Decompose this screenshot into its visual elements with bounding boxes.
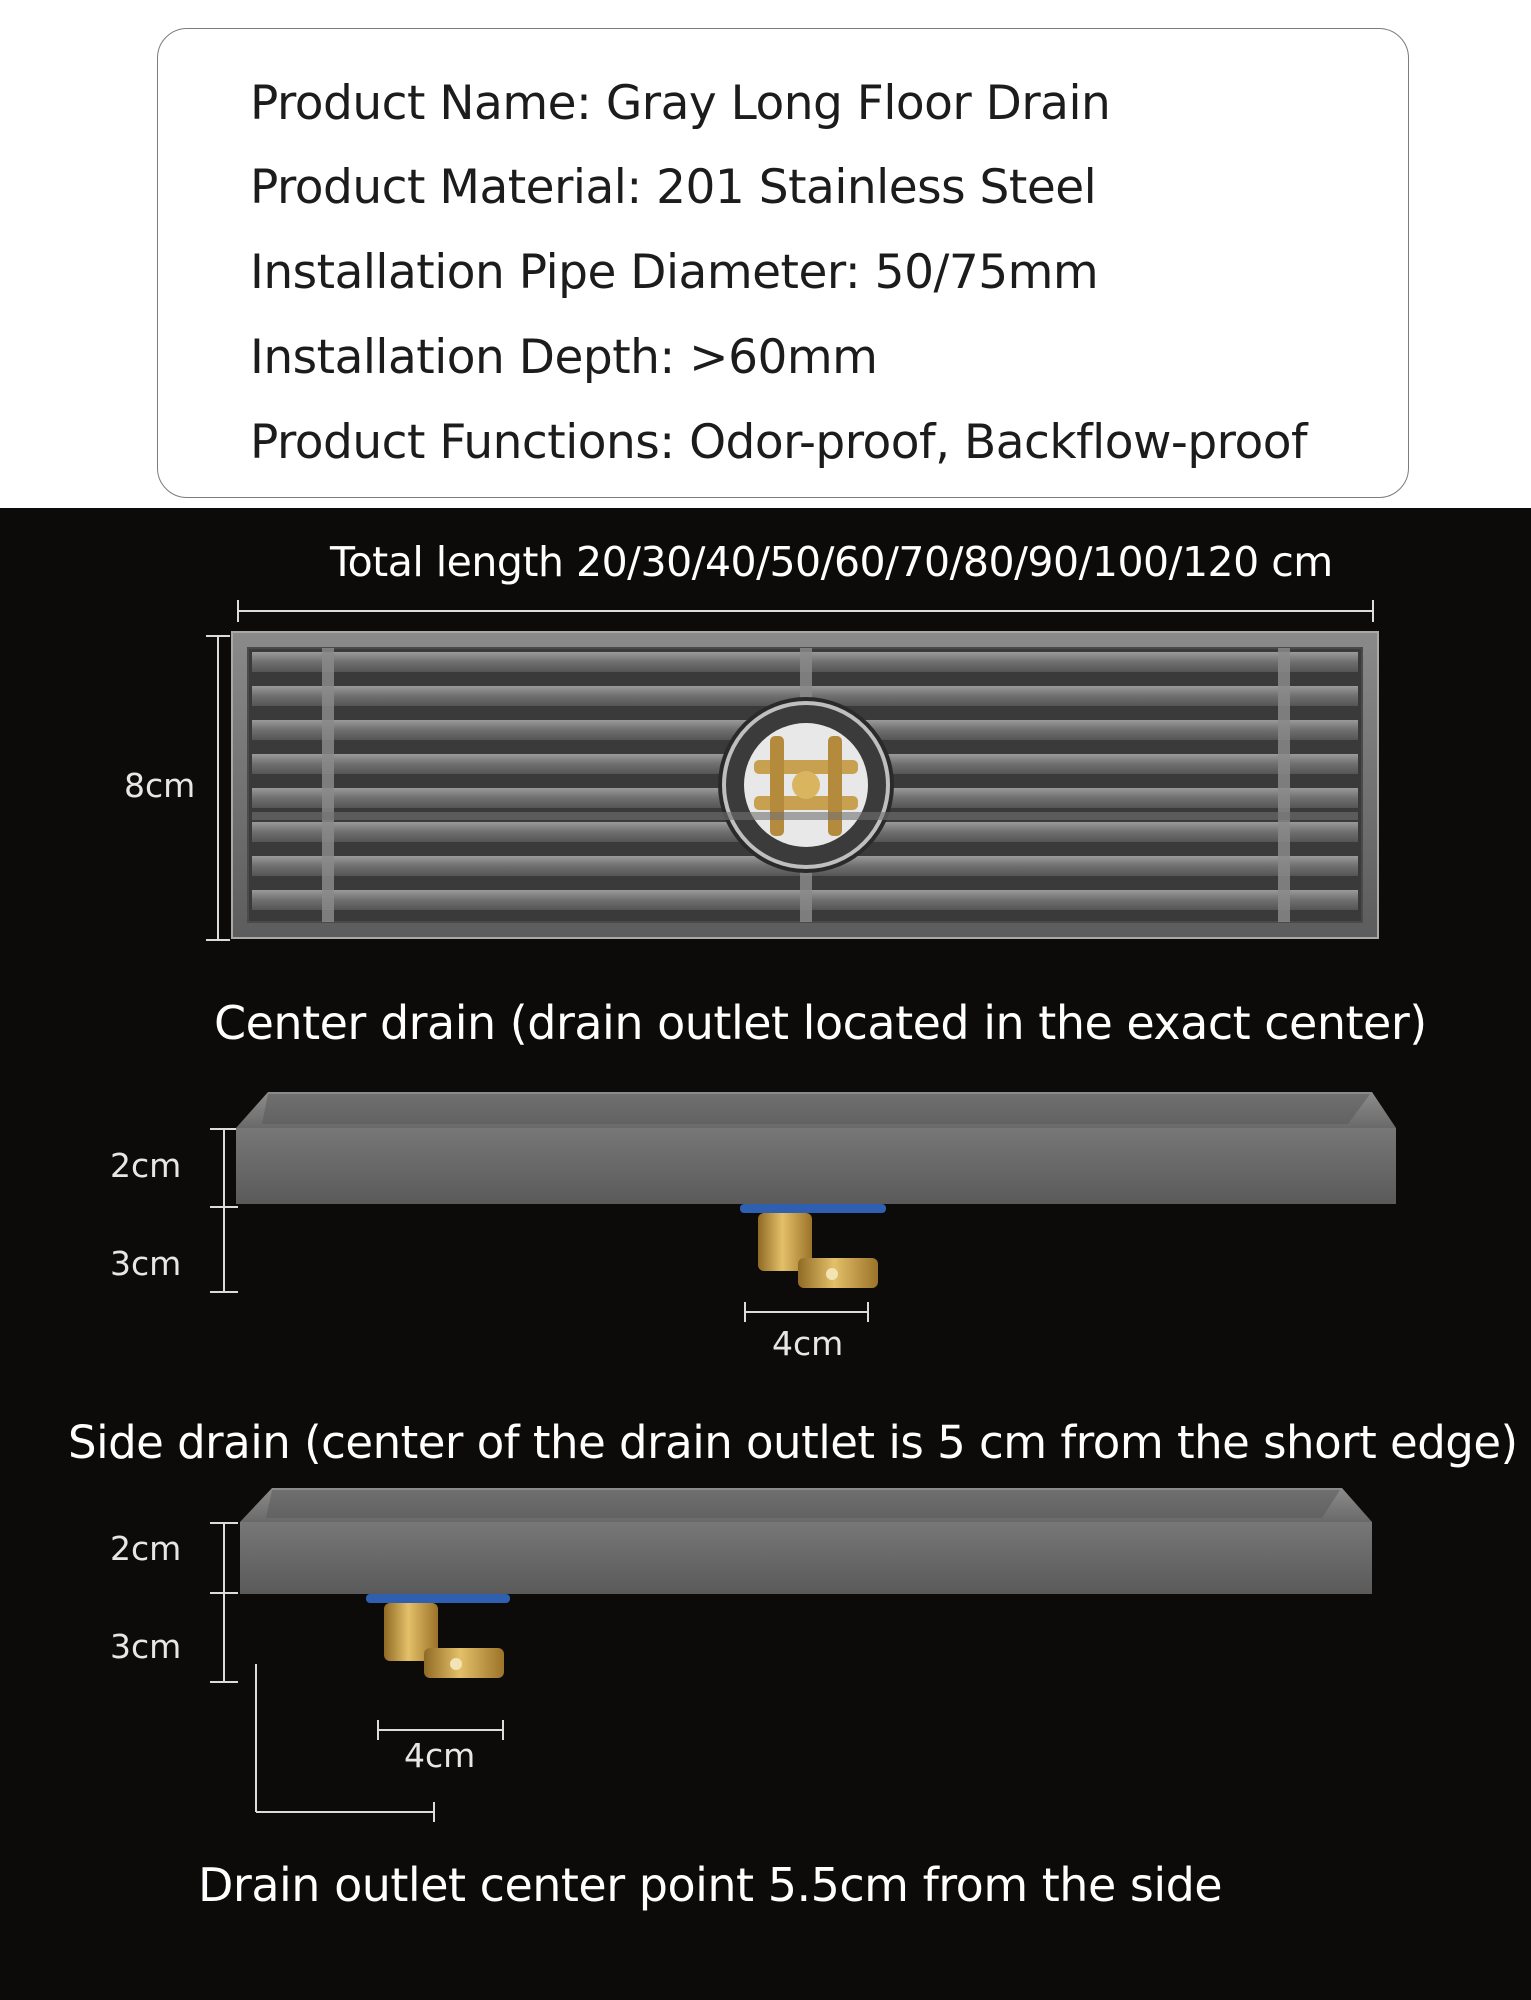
spec-product-name: Product Name: Gray Long Floor Drain — [250, 76, 1111, 131]
center-drain-caption: Center drain (drain outlet located in the exact center) — [214, 996, 1427, 1050]
spec-pipe-diameter: Installation Pipe Diameter: 50/75mm — [250, 245, 1099, 300]
center-outlet-width-label: 4cm — [772, 1324, 844, 1363]
spec-product-functions: Product Functions: Odor-proof, Backflow-proof — [250, 415, 1308, 470]
top-view-drain — [206, 600, 1378, 940]
side-body-height-label: 2cm — [110, 1529, 182, 1568]
spec-product-material: Product Material: 201 Stainless Steel — [250, 160, 1097, 215]
spec-installation-depth: Installation Depth: >60mm — [250, 330, 878, 385]
side-drain-caption: Side drain (center of the drain outlet is 5 cm from the short edge) — [68, 1416, 1518, 1469]
side-drain-side-view — [210, 1488, 1372, 1822]
center-outlet-depth-label: 3cm — [110, 1244, 182, 1283]
side-outlet-depth-label: 3cm — [110, 1627, 182, 1666]
center-body-height-label: 2cm — [110, 1146, 182, 1185]
side-drain-footnote: Drain outlet center point 5.5cm from the side — [198, 1858, 1223, 1912]
side-outlet-width-label: 4cm — [404, 1736, 476, 1775]
width-label: 8cm — [124, 766, 196, 805]
center-drain-side-view — [210, 1092, 1396, 1322]
total-length-label: Total length 20/30/40/50/60/70/80/90/100/120 cm — [330, 538, 1333, 586]
